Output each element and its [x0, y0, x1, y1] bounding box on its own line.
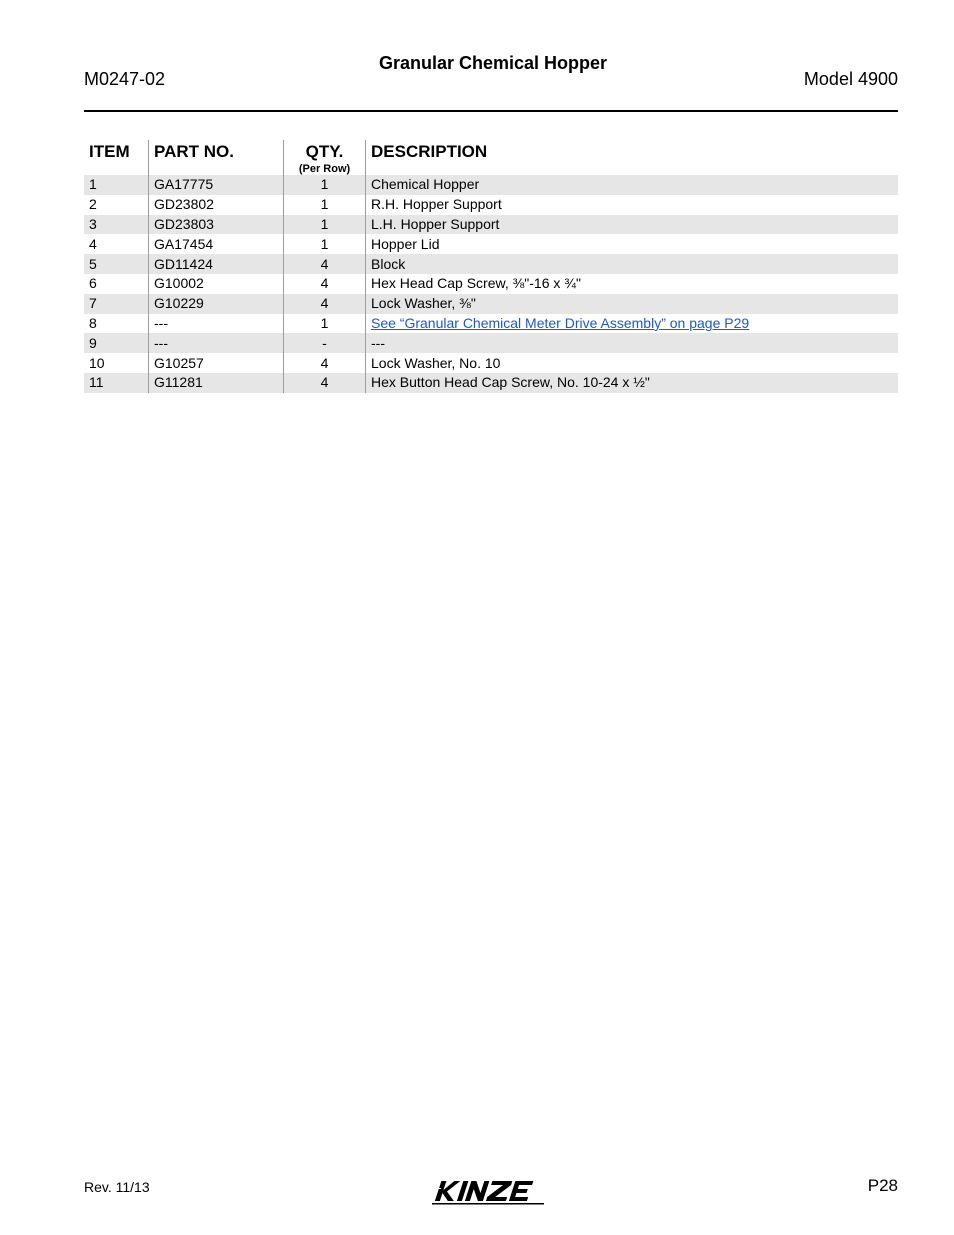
- table-row: [84, 215, 898, 235]
- description-cell: Lock Washer, No. 10: [371, 354, 501, 371]
- quantity-cell: 4: [284, 294, 366, 314]
- item-cell: 8: [84, 314, 149, 334]
- description-cell: [366, 314, 899, 334]
- column-header-qty: [284, 140, 366, 175]
- part-number-cell: GD23802: [149, 195, 284, 215]
- item-cell: 3: [84, 215, 149, 235]
- table-header-row: [84, 140, 898, 175]
- item-cell: 4: [84, 234, 149, 254]
- table-row: [84, 353, 898, 373]
- table-row: [84, 294, 898, 314]
- qty-header-label: QTY.: [305, 142, 344, 161]
- parts-table: [84, 140, 898, 393]
- kinze-logo: [430, 1176, 552, 1206]
- part-number-cell: ---: [149, 333, 284, 353]
- quantity-cell: -: [284, 333, 366, 353]
- table-row: [84, 234, 898, 254]
- table-row: [84, 254, 898, 274]
- part-number-cell: GD23803: [149, 215, 284, 235]
- page-title: Granular Chemical Hopper: [378, 53, 608, 73]
- quantity-cell: 4: [284, 353, 366, 373]
- quantity-cell: 4: [284, 373, 366, 393]
- quantity-cell: 1: [284, 215, 366, 235]
- quantity-cell: 1: [284, 314, 366, 334]
- item-cell: 6: [84, 274, 149, 294]
- parts-table-body: [84, 175, 898, 393]
- table-row: [84, 373, 898, 393]
- description-cell: L.H. Hopper Support: [366, 215, 899, 235]
- part-number-cell: G10257: [149, 353, 284, 373]
- page-number: P28: [867, 1176, 898, 1195]
- quantity-cell: 1: [284, 195, 366, 215]
- part-number-cell: G10002: [149, 274, 284, 294]
- description-cell: Chemical Hopper: [366, 175, 899, 195]
- quantity-cell: 1: [284, 234, 366, 254]
- description-cell: R.H. Hopper Support: [371, 196, 502, 213]
- description-cell: Hopper Lid: [371, 235, 440, 252]
- part-number-cell: G10229: [149, 294, 284, 314]
- revision-date: Rev. 11/13: [84, 1179, 150, 1195]
- item-cell: 2: [84, 195, 149, 215]
- column-header-item: ITEM: [84, 140, 149, 175]
- column-header-description: DESCRIPTION: [371, 142, 488, 161]
- part-number-cell: ---: [149, 314, 284, 334]
- description-cell: Hex Button Head Cap Screw, No. 10-24 x ½": [366, 373, 899, 393]
- quantity-cell: 4: [284, 254, 366, 274]
- description-cell: Lock Washer, ⅜": [366, 294, 899, 314]
- item-cell: 11: [84, 373, 149, 393]
- part-number-cell: GA17775: [149, 175, 284, 195]
- quantity-cell: 1: [284, 175, 366, 195]
- table-row: [84, 274, 898, 294]
- item-cell: 5: [84, 254, 149, 274]
- quantity-cell: 4: [284, 274, 366, 294]
- description-cell: Hex Head Cap Screw, ⅜"-16 x ¾": [371, 275, 581, 292]
- qty-header-sublabel: (Per Row): [298, 163, 351, 175]
- document-number: M0247-02: [84, 69, 166, 89]
- table-row: [84, 195, 898, 215]
- column-header-part-no: PART NO.: [149, 140, 284, 175]
- item-cell: 10: [84, 353, 149, 373]
- model-label: Model 4900: [803, 69, 898, 89]
- item-cell: 1: [84, 175, 149, 195]
- part-number-cell: GD11424: [149, 254, 284, 274]
- part-number-cell: G11281: [149, 373, 284, 393]
- cross-reference-link[interactable]: See “Granular Chemical Meter Drive Assembly” on page P29: [371, 314, 750, 331]
- table-row: [84, 314, 898, 334]
- table-row: [84, 333, 898, 353]
- header-divider: [84, 110, 898, 112]
- description-cell: ---: [366, 333, 899, 353]
- table-row: [84, 175, 898, 195]
- item-cell: 7: [84, 294, 149, 314]
- description-cell: Block: [366, 254, 899, 274]
- item-cell: 9: [84, 333, 149, 353]
- part-number-cell: GA17454: [149, 234, 284, 254]
